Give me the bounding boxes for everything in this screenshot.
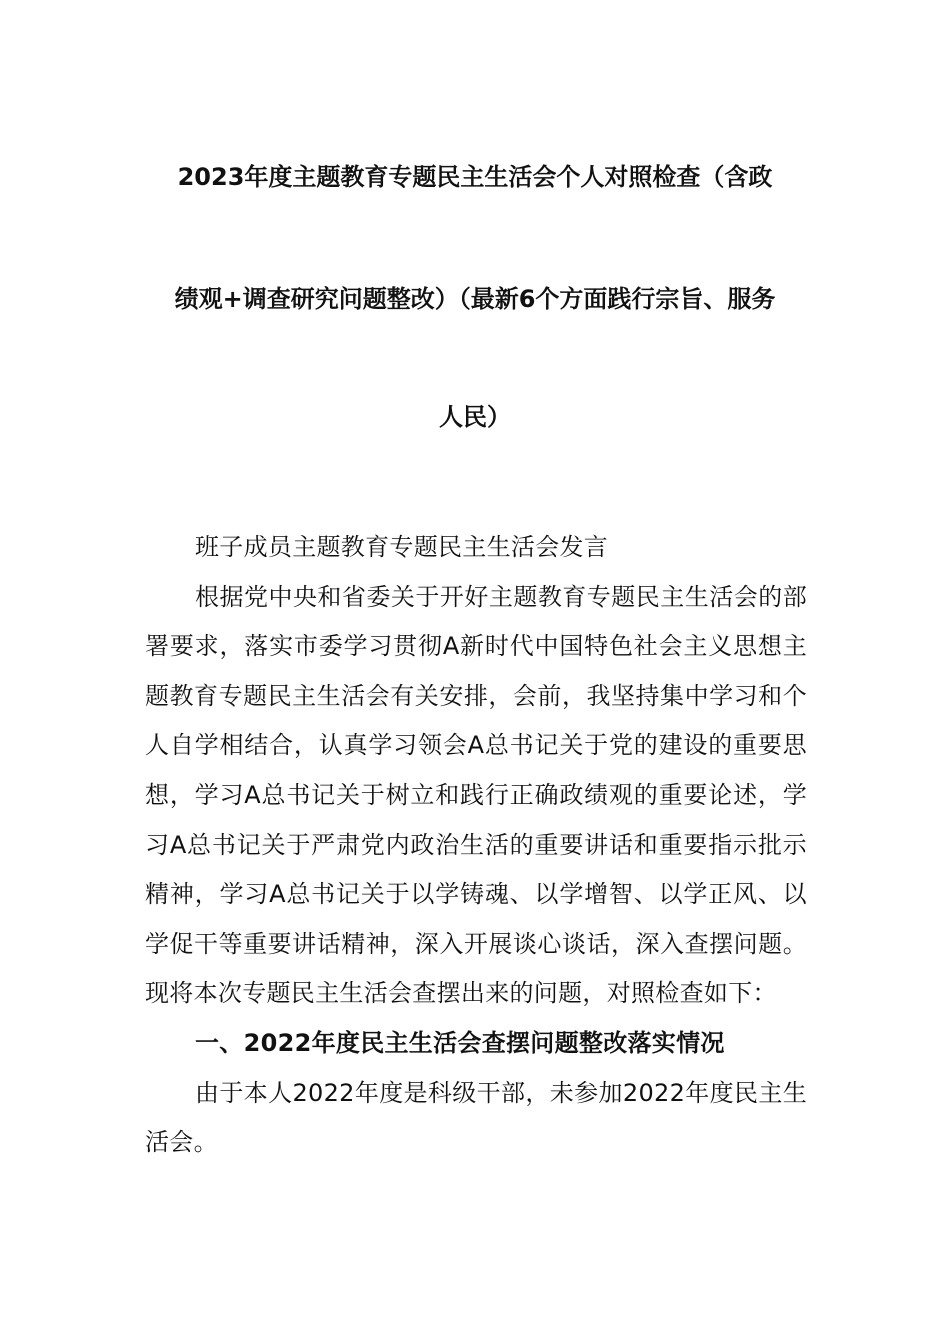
document-body: [145, 523, 807, 1168]
document-title-line-3: 人民）: [439, 403, 511, 431]
document-title-line-1: 2023年度主题教育专题民主生活会个人对照检查（含政: [177, 163, 773, 191]
intro-paragraph: 根据党中央和省委关于开好主题教育专题民主生活会的部署要求，落实市委学习贯彻A新时代中国特色社会主义思想主题教育专题民主生活会有关安排，会前，我坚持集中学习和个人自学相结合，认真学习领会A总书记关于党的建设的重要思想，学习A总书记关于树立和践行正确政绩观的重要论述，学习A总书记关于严肃党内政治生活的重要讲话和重要指示批示精神，学习A总书记关于以学铸魂、以学增智、以学正风、以学促干等重要讲话精神，深入开展谈心谈话，深入查摆问题。现将本次专题民主生活会查摆出来的问题，对照检查如下：: [145, 582, 807, 1008]
section-body-paragraph: 由于本人2022年度是科级干部，未参加2022年度民主生活会。: [145, 1078, 807, 1157]
document-title-line-2: 绩观+调查研究问题整改）（最新6个方面践行宗旨、服务: [174, 285, 776, 313]
subtitle-paragraph: 班子成员主题教育专题民主生活会发言: [195, 533, 609, 561]
section-heading: 一、2022年度民主生活会查摆问题整改落实情况: [195, 1028, 725, 1057]
